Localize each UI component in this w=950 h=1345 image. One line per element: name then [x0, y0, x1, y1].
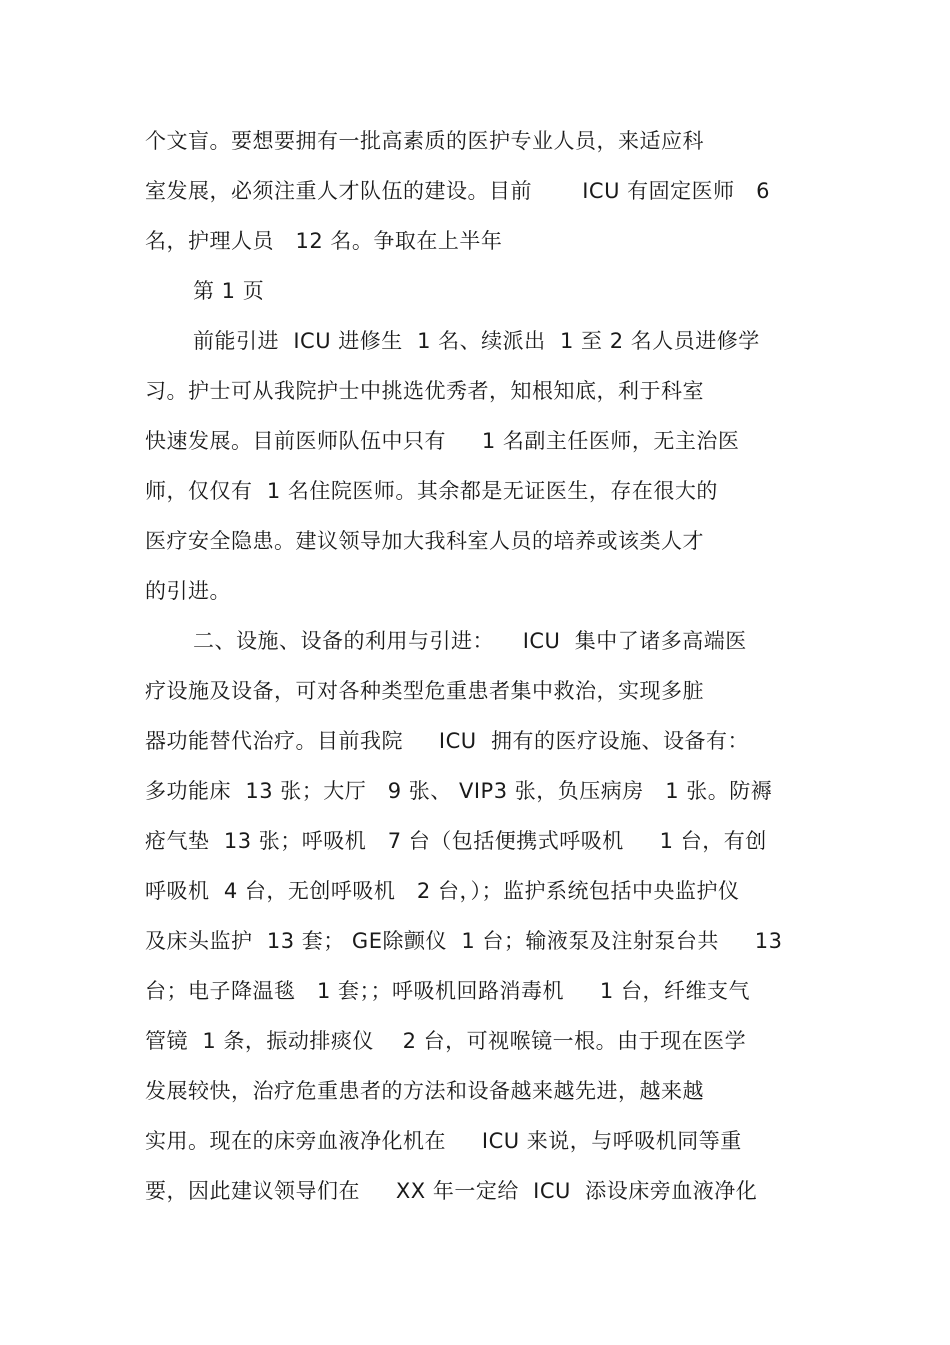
text-line: 师，仅仅有 1 名住院医师。其余都是无证医生，存在很大的 [145, 479, 718, 503]
text-line: 台；电子降温毯 1 套；；呼吸机回路消毒机 1 台，纤维支气 [145, 979, 750, 1003]
text-line: 管镜 1 条，振动排痰仪 2 台，可视喉镜一根。由于现在医学 [145, 1029, 747, 1053]
text-line: 医疗安全隐患。建议领导加大我科室人员的培养或该类人才 [145, 529, 704, 553]
text-line: 发展较快，治疗危重患者的方法和设备越来越先进，越来越 [145, 1079, 704, 1103]
text-line: 前能引进 ICU 进修生 1 名、续派出 1 至 2 名人员进修学 [193, 329, 760, 353]
text-line: 实用。现在的床旁血液净化机在 ICU 来说，与呼吸机同等重 [145, 1129, 742, 1153]
text-line: 疮气垫 13 张；呼吸机 7 台（包括便携式呼吸机 1 台，有创 [145, 829, 767, 853]
text-line: 疗设施及设备，可对各种类型危重患者集中救治，实现多脏 [145, 679, 704, 703]
text-line: 及床头监护 13 套； GE除颤仪 1 台；输液泵及注射泵台共 13 [145, 929, 783, 953]
section-heading-line: 二、设施、设备的利用与引进： ICU 集中了诸多高端医 [193, 629, 747, 653]
text-line: 多功能床 13 张；大厅 9 张、 VIP3 张，负压病房 1 张。防褥 [145, 779, 773, 803]
text-line: 名，护理人员 12 名。争取在上半年 [145, 229, 503, 253]
text-line: 呼吸机 4 台，无创呼吸机 2 台，）；监护系统包括中央监护仪 [145, 879, 740, 903]
text-line: 器功能替代治疗。目前我院 ICU 拥有的医疗设施、设备有： [145, 729, 749, 753]
text-line: 习。护士可从我院护士中挑选优秀者，知根知底，利于科室 [145, 379, 704, 403]
page-number: 第 1 页 [193, 279, 265, 303]
text-line: 个文盲。要想要拥有一批高素质的医护专业人员，来适应科 [145, 129, 704, 153]
text-line: 室发展，必须注重人才队伍的建设。目前 ICU 有固定医师 6 [145, 179, 771, 203]
text-line: 要，因此建议领导们在 XX 年一定给 ICU 添设床旁血液净化 [145, 1179, 758, 1203]
text-line: 快速发展。目前医师队伍中只有 1 名副主任医师，无主治医 [145, 429, 740, 453]
text-line: 的引进。 [145, 579, 231, 603]
